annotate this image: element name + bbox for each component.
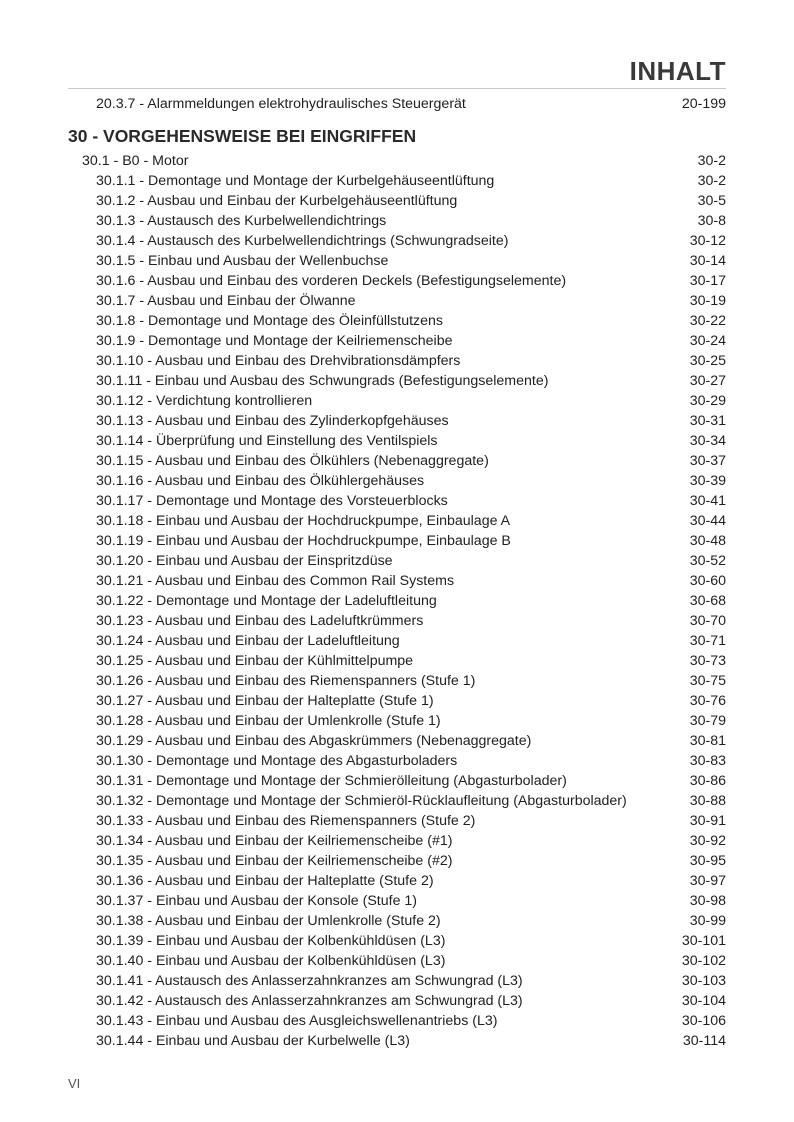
toc-entry-label: 30.1.32 - Demontage und Montage der Schmieröl-Rücklaufleitung (Abgasturbolader) xyxy=(96,793,627,809)
toc-entry-page: 30-75 xyxy=(689,673,726,689)
toc-entry[interactable] xyxy=(0,851,794,871)
toc-entry-page: 30-106 xyxy=(681,1013,726,1029)
toc-entry[interactable] xyxy=(0,871,794,891)
toc-entry-label: 30.1.25 - Ausbau und Einbau der Kühlmittelpumpe xyxy=(96,653,414,669)
toc-entry[interactable] xyxy=(0,611,794,631)
toc-entry-label: 30.1.37 - Einbau und Ausbau der Konsole (Stufe 1) xyxy=(96,893,418,909)
toc-entry-label: 30.1.14 - Überprüfung und Einstellung des Ventilspiels xyxy=(96,433,438,449)
toc-entry[interactable] xyxy=(0,971,794,991)
toc-entry-label: 30.1.1 - Demontage und Montage der Kurbelgehäuseentlüftung xyxy=(96,173,495,189)
toc-entry-label: 30.1.10 - Ausbau und Einbau des Drehvibrationsdämpfers xyxy=(96,353,461,369)
toc-entry-page: 30-76 xyxy=(689,693,726,709)
toc-entry[interactable] xyxy=(0,291,794,311)
toc-entry-label: 30.1.39 - Einbau und Ausbau der Kolbenkühldüsen (L3) xyxy=(96,933,446,949)
toc-entry-page: 30-70 xyxy=(689,613,726,629)
toc-entry[interactable] xyxy=(0,491,794,511)
toc-entry-page: 30-102 xyxy=(681,953,726,969)
toc-entry-label: 30.1.16 - Ausbau und Einbau des Ölkühlergehäuses xyxy=(96,473,425,489)
toc-entry[interactable] xyxy=(0,991,794,1011)
toc-entry[interactable] xyxy=(0,671,794,691)
toc-entry[interactable] xyxy=(0,411,794,431)
footer-page-number: VI xyxy=(68,1076,81,1091)
toc-entry-page: 30-83 xyxy=(689,753,726,769)
toc-entry-label: 30.1.44 - Einbau und Ausbau der Kurbelwelle (L3) xyxy=(96,1033,410,1049)
toc-entry[interactable] xyxy=(0,891,794,911)
toc-entry-label: 30.1.9 - Demontage und Montage der Keilriemenscheibe xyxy=(96,333,453,349)
toc-entry-page: 30-17 xyxy=(689,273,726,289)
toc-entry[interactable] xyxy=(0,311,794,331)
page-header-title: INHALT xyxy=(629,56,726,86)
toc-subsection-label: 30.1 - B0 - Motor xyxy=(82,153,189,169)
toc-entry-page: 30-73 xyxy=(689,653,726,669)
toc-entry[interactable] xyxy=(0,591,794,611)
toc-subsection[interactable] xyxy=(0,151,794,171)
toc-subsection-page: 30-2 xyxy=(697,153,726,169)
toc-entry[interactable] xyxy=(0,191,794,211)
toc-entry-page: 30-92 xyxy=(689,833,726,849)
header-divider xyxy=(68,88,726,89)
toc-entry[interactable] xyxy=(0,391,794,411)
toc-entry-label: 30.1.40 - Einbau und Ausbau der Kolbenkühldüsen (L3) xyxy=(96,953,446,969)
toc-entry-page: 30-12 xyxy=(689,233,726,249)
toc-entry[interactable] xyxy=(0,231,794,251)
toc-entry-page: 30-8 xyxy=(697,213,726,229)
toc-entry[interactable] xyxy=(0,171,794,191)
toc-entry[interactable] xyxy=(0,751,794,771)
toc-entry-page: 30-2 xyxy=(697,173,726,189)
toc-entry-label: 20.3.7 - Alarmmeldungen elektrohydraulisches Steuergerät xyxy=(96,96,466,112)
toc-entry-page: 30-101 xyxy=(681,933,726,949)
toc-entry-label: 30.1.28 - Ausbau und Einbau der Umlenkrolle (Stufe 1) xyxy=(96,713,441,729)
toc-entry-page: 30-91 xyxy=(689,813,726,829)
toc-entry-label: 30.1.41 - Austausch des Anlasserzahnkranzes am Schwungrad (L3) xyxy=(96,973,523,989)
toc-entry-page: 30-79 xyxy=(689,713,726,729)
toc-entry[interactable] xyxy=(0,811,794,831)
toc-entry[interactable] xyxy=(0,331,794,351)
toc-entry[interactable] xyxy=(0,271,794,291)
toc-entry-label: 30.1.26 - Ausbau und Einbau des Riemenspanners (Stufe 1) xyxy=(96,673,476,689)
toc-entry[interactable] xyxy=(0,251,794,271)
toc-entry-label: 30.1.33 - Ausbau und Einbau des Riemenspanners (Stufe 2) xyxy=(96,813,476,829)
toc-entry-label: 30.1.34 - Ausbau und Einbau der Keilriemenscheibe (#1) xyxy=(96,833,453,849)
toc-entry-page: 30-95 xyxy=(689,853,726,869)
toc-entry-page: 30-60 xyxy=(689,573,726,589)
toc-entry-label: 30.1.43 - Einbau und Ausbau des Ausgleichswellenantriebs (L3) xyxy=(96,1013,498,1029)
toc-entry-label: 30.1.13 - Ausbau und Einbau des Zylinderkopfgehäuses xyxy=(96,413,449,429)
toc-entry-page: 30-71 xyxy=(689,633,726,649)
toc-entry-label: 30.1.42 - Austausch des Anlasserzahnkranzes am Schwungrad (L3) xyxy=(96,993,523,1009)
toc-entry-label: 30.1.35 - Ausbau und Einbau der Keilriemenscheibe (#2) xyxy=(96,853,453,869)
toc-entry-previous[interactable] xyxy=(0,94,794,114)
toc-entry-page: 30-103 xyxy=(681,973,726,989)
toc-entry-page: 30-34 xyxy=(689,433,726,449)
toc-entry-label: 30.1.8 - Demontage und Montage des Öleinfüllstutzens xyxy=(96,313,444,329)
toc-entry-label: 30.1.22 - Demontage und Montage der Ladeluftleitung xyxy=(96,593,437,609)
toc-entry[interactable] xyxy=(0,911,794,931)
toc-entry-page: 30-19 xyxy=(689,293,726,309)
toc-entry[interactable] xyxy=(0,211,794,231)
toc-entry-page: 30-88 xyxy=(689,793,726,809)
toc-entry-label: 30.1.29 - Ausbau und Einbau des Abgaskrümmers (Nebenaggregate) xyxy=(96,733,532,749)
toc-entry-page: 20-199 xyxy=(681,96,726,112)
toc-entry-label: 30.1.4 - Austausch des Kurbelwellendichtrings (Schwungradseite) xyxy=(96,233,509,249)
toc-entry-label: 30.1.23 - Ausbau und Einbau des Ladeluftkrümmers xyxy=(96,613,424,629)
toc-entry-label: 30.1.31 - Demontage und Montage der Schmierölleitung (Abgasturbolader) xyxy=(96,773,567,789)
toc-entry-page: 30-5 xyxy=(697,193,726,209)
toc-entry-page: 30-41 xyxy=(689,493,726,509)
toc-entry[interactable] xyxy=(0,931,794,951)
toc-entry-label: 30.1.5 - Einbau und Ausbau der Wellenbuchse xyxy=(96,253,389,269)
toc-entry[interactable] xyxy=(0,951,794,971)
toc-entry[interactable] xyxy=(0,451,794,471)
toc-entry-label: 30.1.30 - Demontage und Montage des Abgasturboladers xyxy=(96,753,458,769)
toc-entry-label: 30.1.20 - Einbau und Ausbau der Einspritzdüse xyxy=(96,553,393,569)
toc-entry-page: 30-29 xyxy=(689,393,726,409)
toc-entry-page: 30-31 xyxy=(689,413,726,429)
toc-entry-page: 30-48 xyxy=(689,533,726,549)
toc-entry[interactable] xyxy=(0,371,794,391)
toc-entry-page: 30-114 xyxy=(682,1033,726,1049)
toc-entry-page: 30-22 xyxy=(689,313,726,329)
toc-entry-page: 30-86 xyxy=(689,773,726,789)
toc-entry-page: 30-98 xyxy=(689,893,726,909)
toc-entry[interactable] xyxy=(0,1031,794,1051)
toc-entry-label: 30.1.15 - Ausbau und Einbau des Ölkühlers (Nebenaggregate) xyxy=(96,453,489,469)
toc-entry-page: 30-97 xyxy=(689,873,726,889)
toc-entry[interactable] xyxy=(0,531,794,551)
toc-entry[interactable] xyxy=(0,571,794,591)
toc-entry-label: 30.1.18 - Einbau und Ausbau der Hochdruckpumpe, Einbaulage A xyxy=(96,513,511,529)
toc-entry-label: 30.1.17 - Demontage und Montage des Vorsteuerblocks xyxy=(96,493,448,509)
toc-entry-label: 30.1.6 - Ausbau und Einbau des vorderen Deckels (Befestigungselemente) xyxy=(96,273,567,289)
toc-entry[interactable] xyxy=(0,691,794,711)
toc-entry[interactable] xyxy=(0,731,794,751)
toc-entry-label: 30.1.3 - Austausch des Kurbelwellendichtrings xyxy=(96,213,387,229)
toc-entry-page: 30-39 xyxy=(689,473,726,489)
toc-entry[interactable] xyxy=(0,791,794,811)
toc-entry[interactable] xyxy=(0,431,794,451)
toc-entry-page: 30-104 xyxy=(681,993,726,1009)
toc-entry-page: 30-14 xyxy=(689,253,726,269)
toc-entry[interactable] xyxy=(0,471,794,491)
toc-entry-label: 30.1.19 - Einbau und Ausbau der Hochdruckpumpe, Einbaulage B xyxy=(96,533,511,549)
toc-entry-page: 30-24 xyxy=(689,333,726,349)
toc-entry[interactable] xyxy=(0,351,794,371)
toc-entry-label: 30.1.2 - Ausbau und Einbau der Kurbelgehäuseentlüftung xyxy=(96,193,458,209)
toc-entry-label: 30.1.21 - Ausbau und Einbau des Common Rail Systems xyxy=(96,573,455,589)
toc-entry-label: 30.1.7 - Ausbau und Einbau der Ölwanne xyxy=(96,293,356,309)
toc-entry-label: 30.1.27 - Ausbau und Einbau der Halteplatte (Stufe 1) xyxy=(96,693,434,709)
toc-entry[interactable] xyxy=(0,651,794,671)
toc-entry-label: 30.1.36 - Ausbau und Einbau der Halteplatte (Stufe 2) xyxy=(96,873,434,889)
toc-entry-page: 30-37 xyxy=(689,453,726,469)
toc-entry-page: 30-25 xyxy=(689,353,726,369)
toc-entry[interactable] xyxy=(0,1011,794,1031)
toc-entry[interactable] xyxy=(0,511,794,531)
toc-entry[interactable] xyxy=(0,551,794,571)
toc-entry-label: 30.1.38 - Ausbau und Einbau der Umlenkrolle (Stufe 2) xyxy=(96,913,441,929)
toc-entry-label: 30.1.11 - Einbau und Ausbau des Schwungrads (Befestigungselemente) xyxy=(96,373,549,389)
toc-entry-label: 30.1.24 - Ausbau und Einbau der Ladeluftleitung xyxy=(96,633,400,649)
toc-entry-page: 30-27 xyxy=(689,373,726,389)
toc-entry-page: 30-52 xyxy=(689,553,726,569)
toc-entry[interactable] xyxy=(0,631,794,651)
toc-entry-label: 30.1.12 - Verdichtung kontrollieren xyxy=(96,393,313,409)
section-heading[interactable]: 30 - VORGEHENSWEISE BEI EINGRIFFEN xyxy=(68,126,417,146)
toc-entry[interactable] xyxy=(0,831,794,851)
toc-entry-page: 30-81 xyxy=(689,733,726,749)
toc-entry[interactable] xyxy=(0,771,794,791)
toc-entry-page: 30-68 xyxy=(689,593,726,609)
toc-entry-page: 30-99 xyxy=(689,913,726,929)
toc-entry[interactable] xyxy=(0,711,794,731)
toc-entry-page: 30-44 xyxy=(689,513,726,529)
